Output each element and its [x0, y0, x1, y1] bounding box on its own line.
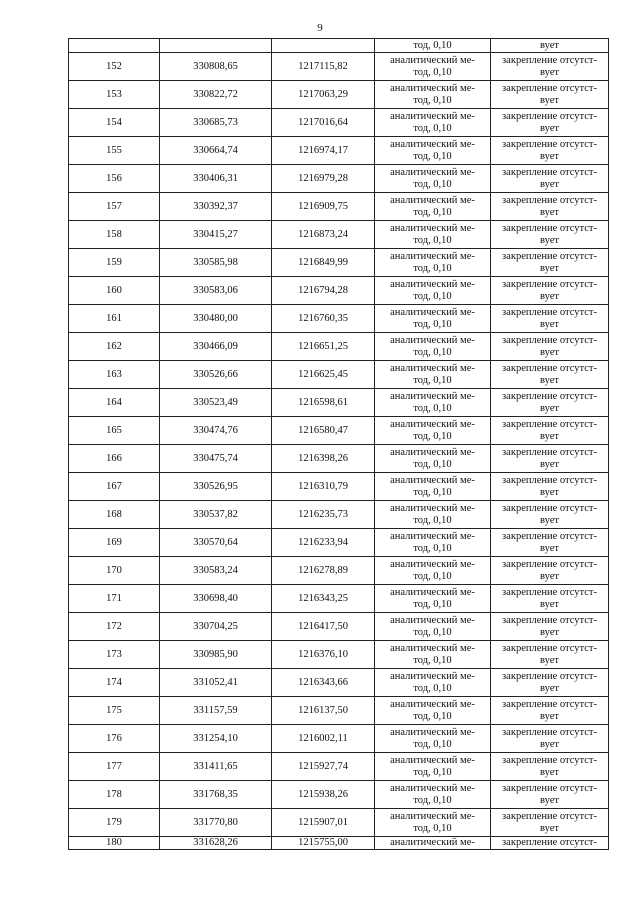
cell-y: 1216002,11 — [272, 725, 375, 753]
cell-y: 1215907,01 — [272, 809, 375, 837]
cell-method — [375, 417, 491, 445]
cell-fix — [491, 333, 609, 361]
table-row — [69, 277, 609, 305]
cell-method — [375, 781, 491, 809]
fix-text-line-1: закрепление отсутст- — [502, 250, 597, 262]
cell-fix — [491, 669, 609, 697]
table-row — [69, 473, 609, 501]
cell-method — [375, 641, 491, 669]
cell-y: 1215927,74 — [272, 753, 375, 781]
fix-text-line-1: закрепление отсутст- — [502, 586, 597, 598]
fix-text-line-2: вует — [540, 570, 559, 582]
table-row — [69, 753, 609, 781]
cell-method — [375, 361, 491, 389]
cell-number: 172 — [69, 613, 160, 641]
continuation-row — [69, 39, 609, 53]
cell-number: 178 — [69, 781, 160, 809]
cell-x: 330480,00 — [160, 305, 272, 333]
table-row — [69, 305, 609, 333]
fix-text-line-1: закрепление отсутст- — [502, 698, 597, 710]
cell-y: 1216794,28 — [272, 277, 375, 305]
method-text-line-1: аналитический ме- — [390, 166, 475, 178]
table-row — [69, 557, 609, 585]
fix-text-line-2: вует — [540, 178, 559, 190]
method-text-line-1: аналитический ме- — [390, 726, 475, 738]
cell-x: 330808,65 — [160, 53, 272, 81]
cell-x: 330698,40 — [160, 585, 272, 613]
cell-x: 330570,64 — [160, 529, 272, 557]
method-text-line-1: аналитический ме- — [390, 754, 475, 766]
method-text-line-2: тод, 0,10 — [413, 262, 452, 274]
cell-fix — [491, 809, 609, 837]
cell-y: 1216278,89 — [272, 557, 375, 585]
cell-x: 330523,49 — [160, 389, 272, 417]
method-text-line-1: аналитический ме- — [390, 222, 475, 234]
method-text-line-1: аналитический ме- — [390, 194, 475, 206]
cell-x: 330822,72 — [160, 81, 272, 109]
method-text-line-2: тод, 0,10 — [413, 402, 452, 414]
method-text-line-2: тод, 0,10 — [413, 290, 452, 302]
coordinates-table — [68, 38, 609, 850]
method-text-line-1: аналитический ме- — [390, 390, 475, 402]
cell-y: 1217115,82 — [272, 53, 375, 81]
cell-fix — [491, 725, 609, 753]
fix-text-line-1: закрепление отсутст- — [502, 390, 597, 402]
method-text-line-1: аналитический ме- — [390, 54, 475, 66]
cell-x: 330415,27 — [160, 221, 272, 249]
cell-number: 173 — [69, 641, 160, 669]
method-text-line-2: тод, 0,10 — [413, 598, 452, 610]
cell-fix — [491, 81, 609, 109]
method-text-line-2: тод, 0,10 — [413, 486, 452, 498]
cell-x: 330537,82 — [160, 501, 272, 529]
cell-y: 1216873,24 — [272, 221, 375, 249]
method-text-line-2: тод, 0,10 — [413, 178, 452, 190]
fix-text-line-2: вует — [540, 710, 559, 722]
cell-x: 330583,24 — [160, 557, 272, 585]
cell-x: 330985,90 — [160, 641, 272, 669]
cell-number: 164 — [69, 389, 160, 417]
cell-method — [375, 445, 491, 473]
method-text-line-2: тод, 0,10 — [413, 794, 452, 806]
method-text-line-2: тод, 0,10 — [413, 94, 452, 106]
fix-text-line-1: закрепление отсутст- — [502, 138, 597, 150]
cell-fix — [491, 473, 609, 501]
fix-text-line-1: закрепление отсутст- — [502, 502, 597, 514]
method-text-line-1: аналитический ме- — [390, 418, 475, 430]
fix-text-line-1: закрепление отсутст- — [502, 558, 597, 570]
method-text-line-1: аналитический ме- — [390, 306, 475, 318]
coordinates-table-body — [69, 39, 609, 850]
method-text: тод, 0,10 — [413, 39, 452, 51]
cell-method — [375, 165, 491, 193]
cell-fix — [491, 305, 609, 333]
cell-fix — [491, 697, 609, 725]
cell-y: 1216398,26 — [272, 445, 375, 473]
table-row — [69, 445, 609, 473]
fix-text-line-2: вует — [540, 794, 559, 806]
cell-x: 330392,37 — [160, 193, 272, 221]
fix-text-line-2: вует — [540, 346, 559, 358]
cell-number: 160 — [69, 277, 160, 305]
fix-text-line-2: вует — [540, 682, 559, 694]
method-text-line-2: тод, 0,10 — [413, 318, 452, 330]
fix-text-line-1: закрепление отсутст- — [502, 306, 597, 318]
fix-text-line-1: закрепление отсутст- — [502, 642, 597, 654]
cell-number: 170 — [69, 557, 160, 585]
table-row — [69, 109, 609, 137]
fix-text-line-1: закрепление отсутст- — [502, 726, 597, 738]
table-row — [69, 501, 609, 529]
method-text-line-2: тод, 0,10 — [413, 822, 452, 834]
cell-method — [375, 389, 491, 417]
table-row — [69, 165, 609, 193]
cell-number: 163 — [69, 361, 160, 389]
cell-number: 175 — [69, 697, 160, 725]
method-text-line-2: тод, 0,10 — [413, 430, 452, 442]
method-text-line-1: аналитический ме- — [390, 530, 475, 542]
cell-number: 166 — [69, 445, 160, 473]
cell-fix — [491, 557, 609, 585]
cell-method — [375, 221, 491, 249]
fix-text-line-2: вует — [540, 206, 559, 218]
method-text-line-1: аналитический ме- — [390, 362, 475, 374]
fix-text-line-1: закрепление отсутст- — [502, 474, 597, 486]
cell-x: 331411,65 — [160, 753, 272, 781]
cell-method — [375, 697, 491, 725]
fix-text-line-2: вует — [540, 290, 559, 302]
cell-x: 331628,26 — [160, 837, 272, 850]
cell-number: 157 — [69, 193, 160, 221]
method-text-line-2: тод, 0,10 — [413, 346, 452, 358]
cell-y: 1216417,50 — [272, 613, 375, 641]
cell-fix — [491, 109, 609, 137]
method-text-line-2: тод, 0,10 — [413, 206, 452, 218]
cell-y: 1216310,79 — [272, 473, 375, 501]
cell-method — [375, 809, 491, 837]
method-text-line-2: тод, 0,10 — [413, 66, 452, 78]
method-text-line-1: аналитический ме- — [390, 782, 475, 794]
table-row — [69, 81, 609, 109]
fix-text-line-1: закрепление отсутст- — [502, 110, 597, 122]
cell-x: 330583,06 — [160, 277, 272, 305]
cell-fix — [491, 641, 609, 669]
fix-text: вует — [540, 39, 559, 51]
fix-text-line-2: вует — [540, 374, 559, 386]
cell-number: 165 — [69, 417, 160, 445]
cell-fix — [491, 277, 609, 305]
table-row — [69, 585, 609, 613]
cell-fix — [491, 417, 609, 445]
cell-y: 1216598,61 — [272, 389, 375, 417]
fix-text-line-1: закрепление отсутст- — [502, 754, 597, 766]
method-text-line-2: тод, 0,10 — [413, 738, 452, 750]
fix-text-line-1: закрепление отсутст- — [502, 222, 597, 234]
cell-y: 1216343,25 — [272, 585, 375, 613]
cell-number: 159 — [69, 249, 160, 277]
cell-x: 331157,59 — [160, 697, 272, 725]
cell-method — [375, 613, 491, 641]
cell-y: 1216137,50 — [272, 697, 375, 725]
method-text: аналитический ме- — [390, 837, 475, 848]
cell-fix — [491, 781, 609, 809]
cell-y: 1216974,17 — [272, 137, 375, 165]
fix-text-line-1: закрепление отсутст- — [502, 334, 597, 346]
cell-x: 330466,09 — [160, 333, 272, 361]
method-text-line-1: аналитический ме- — [390, 586, 475, 598]
cell-y — [272, 39, 375, 53]
cell-y: 1216979,28 — [272, 165, 375, 193]
method-text-line-2: тод, 0,10 — [413, 374, 452, 386]
cell-x: 330474,76 — [160, 417, 272, 445]
cell-number — [69, 39, 160, 53]
table-row — [69, 641, 609, 669]
cell-number: 168 — [69, 501, 160, 529]
cell-fix — [491, 445, 609, 473]
cell-number: 161 — [69, 305, 160, 333]
cell-number: 174 — [69, 669, 160, 697]
method-text-line-1: аналитический ме- — [390, 642, 475, 654]
method-text-line-2: тод, 0,10 — [413, 654, 452, 666]
method-text-line-2: тод, 0,10 — [413, 682, 452, 694]
cell-fix — [491, 837, 609, 850]
fix-text-line-2: вует — [540, 318, 559, 330]
cell-x: 331254,10 — [160, 725, 272, 753]
fix-text-line-2: вует — [540, 262, 559, 274]
table-row — [69, 529, 609, 557]
cell-method — [375, 669, 491, 697]
cell-y: 1215938,26 — [272, 781, 375, 809]
fix-text-line-2: вует — [540, 402, 559, 414]
fix-text-line-1: закрепление отсутст- — [502, 446, 597, 458]
page-number: 9 — [317, 22, 323, 34]
fix-text-line-2: вует — [540, 542, 559, 554]
cell-x: 330526,95 — [160, 473, 272, 501]
cell-method — [375, 837, 491, 850]
method-text-line-2: тод, 0,10 — [413, 570, 452, 582]
cell-number: 179 — [69, 809, 160, 837]
cell-y: 1216233,94 — [272, 529, 375, 557]
method-text-line-2: тод, 0,10 — [413, 710, 452, 722]
table-row — [69, 193, 609, 221]
cell-method — [375, 39, 491, 53]
cell-y: 1216580,47 — [272, 417, 375, 445]
fix-text-line-1: закрепление отсутст- — [502, 54, 597, 66]
table-row — [69, 53, 609, 81]
fix-text-line-2: вует — [540, 486, 559, 498]
method-text-line-1: аналитический ме- — [390, 138, 475, 150]
cell-number: 177 — [69, 753, 160, 781]
cell-method — [375, 277, 491, 305]
table-row — [69, 221, 609, 249]
cell-x: 330704,25 — [160, 613, 272, 641]
table-row — [69, 697, 609, 725]
cell-fix — [491, 389, 609, 417]
table-row — [69, 725, 609, 753]
fix-text-line-2: вует — [540, 94, 559, 106]
fix-text-line-2: вует — [540, 150, 559, 162]
fix-text-line-2: вует — [540, 234, 559, 246]
cell-method — [375, 305, 491, 333]
cell-y: 1216343,66 — [272, 669, 375, 697]
cell-x: 330664,74 — [160, 137, 272, 165]
cell-number: 156 — [69, 165, 160, 193]
fix-text-line-2: вует — [540, 122, 559, 134]
cell-x: 330406,31 — [160, 165, 272, 193]
cell-y: 1217063,29 — [272, 81, 375, 109]
table-row — [69, 781, 609, 809]
cell-fix — [491, 249, 609, 277]
fix-text-line-2: вует — [540, 766, 559, 778]
fix-text-line-1: закрепление отсутст- — [502, 278, 597, 290]
cell-method — [375, 249, 491, 277]
cell-y: 1216235,73 — [272, 501, 375, 529]
method-text-line-2: тод, 0,10 — [413, 626, 452, 638]
table-row — [69, 613, 609, 641]
cell-y: 1216849,99 — [272, 249, 375, 277]
cell-fix — [491, 221, 609, 249]
cell-y: 1216909,75 — [272, 193, 375, 221]
cell-number: 169 — [69, 529, 160, 557]
method-text-line-1: аналитический ме- — [390, 502, 475, 514]
method-text-line-1: аналитический ме- — [390, 110, 475, 122]
cell-x: 330585,98 — [160, 249, 272, 277]
cell-x: 330685,73 — [160, 109, 272, 137]
fix-text-line-1: закрепление отсутст- — [502, 82, 597, 94]
cell-number: 171 — [69, 585, 160, 613]
fix-text: закрепление отсутст- — [502, 837, 597, 848]
cell-x: 331052,41 — [160, 669, 272, 697]
method-text-line-1: аналитический ме- — [390, 278, 475, 290]
method-text-line-1: аналитический ме- — [390, 810, 475, 822]
cell-method — [375, 529, 491, 557]
cell-y: 1217016,64 — [272, 109, 375, 137]
fix-text-line-2: вует — [540, 430, 559, 442]
method-text-line-2: тод, 0,10 — [413, 458, 452, 470]
fix-text-line-1: закрепление отсутст- — [502, 782, 597, 794]
method-text-line-2: тод, 0,10 — [413, 150, 452, 162]
cell-number: 155 — [69, 137, 160, 165]
cell-method — [375, 753, 491, 781]
fix-text-line-2: вует — [540, 598, 559, 610]
table-row-last — [69, 837, 609, 850]
cell-number: 154 — [69, 109, 160, 137]
table-row — [69, 417, 609, 445]
method-text-line-1: аналитический ме- — [390, 614, 475, 626]
fix-text-line-2: вует — [540, 654, 559, 666]
cell-method — [375, 557, 491, 585]
cell-y: 1216625,45 — [272, 361, 375, 389]
cell-y: 1216651,25 — [272, 333, 375, 361]
method-text-line-2: тод, 0,10 — [413, 766, 452, 778]
cell-number: 176 — [69, 725, 160, 753]
fix-text-line-2: вует — [540, 738, 559, 750]
cell-fix — [491, 361, 609, 389]
cell-method — [375, 193, 491, 221]
cell-y: 1216376,10 — [272, 641, 375, 669]
fix-text-line-1: закрепление отсутст- — [502, 362, 597, 374]
table-row — [69, 333, 609, 361]
fix-text-line-1: закрепление отсутст- — [502, 194, 597, 206]
method-text-line-2: тод, 0,10 — [413, 542, 452, 554]
method-text-line-1: аналитический ме- — [390, 558, 475, 570]
fix-text-line-1: закрепление отсутст- — [502, 166, 597, 178]
fix-text-line-1: закрепление отсутст- — [502, 530, 597, 542]
cell-fix — [491, 39, 609, 53]
cell-fix — [491, 53, 609, 81]
cell-fix — [491, 137, 609, 165]
table-row — [69, 137, 609, 165]
cell-method — [375, 501, 491, 529]
cell-method — [375, 109, 491, 137]
fix-text-line-2: вует — [540, 66, 559, 78]
cell-x: 330475,74 — [160, 445, 272, 473]
fix-text-line-2: вует — [540, 458, 559, 470]
cell-x: 331770,80 — [160, 809, 272, 837]
cell-x — [160, 39, 272, 53]
fix-text-line-2: вует — [540, 626, 559, 638]
method-text-line-1: аналитический ме- — [390, 334, 475, 346]
cell-method — [375, 725, 491, 753]
cell-method — [375, 585, 491, 613]
method-text-line-2: тод, 0,10 — [413, 514, 452, 526]
fix-text-line-2: вует — [540, 514, 559, 526]
cell-fix — [491, 585, 609, 613]
cell-y: 1216760,35 — [272, 305, 375, 333]
method-text-line-1: аналитический ме- — [390, 698, 475, 710]
fix-text-line-1: закрепление отсутст- — [502, 810, 597, 822]
cell-number: 152 — [69, 53, 160, 81]
fix-text-line-1: закрепление отсутст- — [502, 614, 597, 626]
cell-number: 153 — [69, 81, 160, 109]
cell-method — [375, 473, 491, 501]
cell-number: 167 — [69, 473, 160, 501]
cell-number: 158 — [69, 221, 160, 249]
cell-fix — [491, 165, 609, 193]
fix-text-line-2: вует — [540, 822, 559, 834]
cell-fix — [491, 529, 609, 557]
method-text-line-2: тод, 0,10 — [413, 122, 452, 134]
table-row — [69, 249, 609, 277]
cell-method — [375, 137, 491, 165]
fix-text-line-1: закрепление отсутст- — [502, 670, 597, 682]
cell-number: 162 — [69, 333, 160, 361]
cell-method — [375, 333, 491, 361]
cell-method — [375, 81, 491, 109]
cell-number: 180 — [69, 837, 160, 850]
cell-y: 1215755,00 — [272, 837, 375, 850]
fix-text-line-1: закрепление отсутст- — [502, 418, 597, 430]
method-text-line-1: аналитический ме- — [390, 82, 475, 94]
method-text-line-1: аналитический ме- — [390, 250, 475, 262]
cell-x: 330526,66 — [160, 361, 272, 389]
method-text-line-1: аналитический ме- — [390, 474, 475, 486]
method-text-line-1: аналитический ме- — [390, 446, 475, 458]
cell-method — [375, 53, 491, 81]
table-row — [69, 669, 609, 697]
cell-fix — [491, 501, 609, 529]
table-row — [69, 809, 609, 837]
method-text-line-1: аналитический ме- — [390, 670, 475, 682]
table-row — [69, 389, 609, 417]
cell-fix — [491, 193, 609, 221]
cell-fix — [491, 613, 609, 641]
method-text-line-2: тод, 0,10 — [413, 234, 452, 246]
cell-fix — [491, 753, 609, 781]
cell-x: 331768,35 — [160, 781, 272, 809]
table-row — [69, 361, 609, 389]
